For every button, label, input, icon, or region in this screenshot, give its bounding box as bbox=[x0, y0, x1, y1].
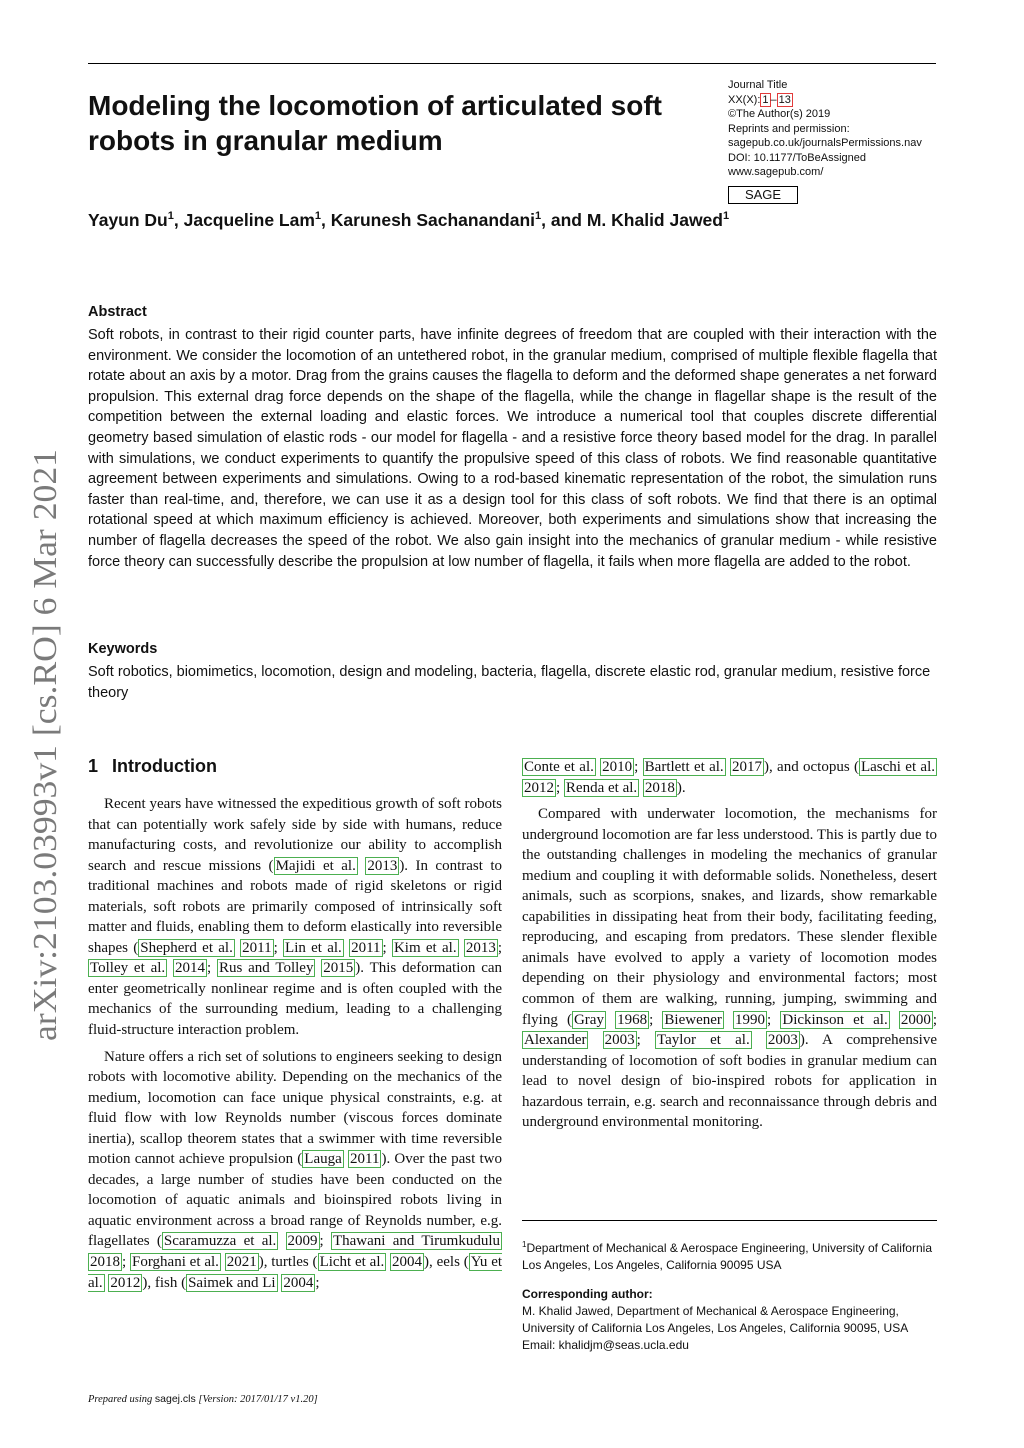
body-text: Nature offers a rich set of solutions to engineers seeking to design robots with locomotive ability. Depending on the mechanics of the medium, locomotion can face unique physical constraints, e.g. at fluid flow with low Reynolds number (viscous forces dominate inertia), scallop theorem states that a swimmer with time reversible motion cannot achieve propulsion ( bbox=[88, 1048, 502, 1168]
affiliation-note: $^1$Department of Mechanical & Aerospace Engineering, University of California Los Angeles, Los Angeles, California 90095 USA bbox=[522, 1240, 932, 1272]
website: www.sagepub.com/ bbox=[728, 166, 824, 178]
citation-link[interactable]: 2000 bbox=[900, 1011, 931, 1028]
body-text bbox=[890, 1012, 899, 1028]
citation-link[interactable]: Bartlett et al. bbox=[644, 759, 724, 775]
body-column-left bbox=[88, 794, 502, 1293]
keywords-text: Soft robotics, biomimetics, locomotion, design and modeling, bacteria, flagella, discrete elastic rod, granular medium, resistive force theory bbox=[88, 664, 931, 701]
body-text: ; bbox=[767, 1011, 781, 1028]
body-text: ; bbox=[319, 1233, 331, 1250]
author-name: Yayun Du bbox=[88, 210, 168, 230]
section-title: Introduction bbox=[112, 756, 217, 776]
citation-link[interactable]: Kim et al. bbox=[393, 939, 457, 956]
citation-link[interactable]: Majidi et al. bbox=[275, 857, 356, 874]
journal-info bbox=[728, 78, 938, 204]
body-paragraph bbox=[88, 794, 502, 1041]
citation-link[interactable]: Dickinson et al. bbox=[782, 1011, 888, 1028]
paper-title: Modeling the locomotion of articulated soft robots in granular medium bbox=[88, 90, 662, 156]
citation-link[interactable]: 2004 bbox=[392, 1254, 423, 1271]
body-text: ), turtles ( bbox=[258, 1254, 318, 1271]
citation-link[interactable]: Forghani et al. bbox=[131, 1254, 219, 1271]
body-text: ), eels ( bbox=[424, 1254, 469, 1271]
body-text: ; bbox=[497, 939, 503, 956]
arxiv-stamp-text: arXiv:2103.03993v1 [cs.RO] 6 Mar 2021 bbox=[27, 476, 64, 1041]
citation-link[interactable]: Biewener bbox=[664, 1011, 722, 1028]
citation-link[interactable]: 1968 bbox=[617, 1011, 648, 1028]
citation-link[interactable]: Thawani and Tirumkudulu bbox=[332, 1233, 500, 1250]
body-text: ; bbox=[634, 759, 643, 775]
body-text: ; bbox=[636, 1032, 656, 1049]
citation-link[interactable]: Scaramuzza et al. bbox=[163, 1233, 277, 1250]
citation-link[interactable]: Licht et al. bbox=[319, 1254, 385, 1271]
body-text: ). This deformation can enter geometrically nonlinear regime and is often coupled with the mechanics of the surrounding medium, leading to a challenging fluid-structure interaction problem. bbox=[88, 960, 503, 1039]
citation-link[interactable]: 2011 bbox=[242, 939, 272, 956]
body-text bbox=[588, 1032, 602, 1048]
author-name: Jacqueline Lam bbox=[183, 210, 315, 230]
body-text bbox=[724, 1012, 733, 1028]
arxiv-stamp bbox=[10, 445, 70, 1045]
body-text: ; bbox=[649, 1011, 663, 1028]
body-column-right bbox=[522, 757, 937, 1133]
citation-link[interactable]: 2021 bbox=[226, 1254, 257, 1271]
body-text: Recent years have witnessed the expeditious growth of soft robots that can potentially work safely side by side with humans, reduce manufacturing costs, and revolutionize our ability to accomplish search and rescue missions ( bbox=[88, 796, 502, 874]
citation-link[interactable]: 2013 bbox=[367, 857, 398, 874]
author-affiliation-mark: 1 bbox=[535, 210, 542, 223]
body-paragraph bbox=[88, 1047, 502, 1294]
citation-link[interactable]: 2014 bbox=[174, 960, 205, 977]
citation-link[interactable]: Renda et al. bbox=[565, 779, 638, 796]
body-text: ; bbox=[206, 960, 217, 977]
author-separator: , bbox=[321, 210, 331, 230]
citation-link[interactable]: 2009 bbox=[287, 1233, 318, 1250]
citation-link[interactable]: 2011 bbox=[351, 939, 381, 956]
citation-link[interactable]: 2003 bbox=[767, 1032, 798, 1049]
citation-link[interactable]: Yu et al. bbox=[88, 1254, 503, 1291]
citation-link[interactable]: 2018 bbox=[644, 779, 675, 796]
arxiv-stamp-svg bbox=[10, 445, 70, 1045]
sage-logo: SAGE bbox=[728, 186, 798, 204]
citation-link[interactable]: 2012 bbox=[524, 779, 554, 796]
citation-link[interactable]: Lauga bbox=[304, 1151, 342, 1168]
citation-link[interactable]: 2015 bbox=[323, 960, 354, 977]
body-text bbox=[606, 1012, 615, 1028]
author-affiliation-mark: 1 bbox=[167, 210, 174, 223]
body-text: ; bbox=[273, 939, 284, 956]
body-paragraph bbox=[522, 757, 937, 798]
body-text: ). In contrast to traditional machines and robots made of rigid skeletons or rigid materials, soft robots are primarily composed of intrinsically soft matter and fluids, enabling them to deform elastically into reversible shapes ( bbox=[88, 857, 503, 956]
section-heading-introduction bbox=[88, 756, 217, 777]
body-text: ). Over the past two decades, a large number of studies have been conducted on the locomotion of aquatic animals and bioinspired robots living in aquatic environment across a broad range of Reynolds number, e.g. flagellates ( bbox=[88, 1151, 503, 1250]
citation-link[interactable]: Laschi et al. bbox=[860, 759, 935, 775]
author-name: Karunesh Sachanandani bbox=[330, 210, 536, 230]
body-text bbox=[278, 1233, 285, 1249]
citation-link[interactable]: Taylor et al. bbox=[657, 1032, 750, 1049]
author-separator: , and bbox=[541, 210, 587, 230]
keywords-heading: Keywords bbox=[88, 641, 158, 657]
citation-link[interactable]: 2018 bbox=[90, 1254, 120, 1271]
body-text: ), fish ( bbox=[142, 1274, 187, 1291]
citation-link[interactable]: 2017 bbox=[731, 759, 762, 775]
body-text: ; bbox=[382, 939, 392, 956]
citation-link[interactable]: 2004 bbox=[283, 1274, 314, 1291]
body-text: ). bbox=[676, 779, 686, 796]
copyright: ©The Author(s) 2019 bbox=[728, 108, 831, 120]
author-affiliation-mark: 1 bbox=[722, 210, 730, 223]
prepared-using-footer: Prepared using sagej.cls [Version: 2017/01/17 v1.20] bbox=[88, 1393, 318, 1405]
journal-volume: XX(X): 1 – 13 bbox=[728, 93, 791, 106]
body-text: ), and octopus ( bbox=[763, 759, 859, 775]
body-text: Compared with underwater locomotion, the mechanisms for underground locomotion are far less understood. This is partly due to the outstanding challenges in modeling the mechanics of granular medium and coupling it with deformable solids. Nonetheless, desert animals, such as scorpions, snakes, and lizards, show remarkable capabilities in dissipating heat from their body, facilitating feeding, reproducing, and escaping from predators. These slender flexible animals have evolved to apply a variety of locomotion modes depending on their physiology and environmental factors; most common of them are walking, running, jumping, swimming and flying ( bbox=[522, 806, 937, 1028]
body-text: ; bbox=[556, 779, 564, 796]
citation-link[interactable]: Shepherd et al. bbox=[140, 939, 233, 956]
reprints-label: Reprints and permission: bbox=[728, 122, 850, 135]
citation-link[interactable]: Tolley et al. bbox=[90, 960, 166, 977]
abstract-heading: Abstract bbox=[88, 304, 147, 320]
citation-link[interactable]: Conte et al. bbox=[524, 759, 594, 775]
citation-link[interactable]: Gray bbox=[573, 1011, 604, 1028]
top-rule bbox=[88, 63, 936, 64]
author-name: M. Khalid Jawed bbox=[586, 210, 723, 230]
citation-link[interactable]: Alexander bbox=[524, 1032, 587, 1049]
doi: DOI: 10.1177/ToBeAssigned bbox=[728, 151, 866, 164]
abstract-text: Soft robots, in contrast to their rigid counter parts, have infinite degrees of freedom that are coupled with their interaction with the environment. We consider the locomotion of an untethered robot, in the granular medium, comprised of multiple flexible flagella that rotate about an axis by a motor. Drag from the grains causes the flagella to deform and the deformed shape generates a net forward propulsion. This external drag force depends on the shape of the flagella, while the change in flagellar shape is the result of the competition between the external loading and elastic forces. We introduce a numerical tool that couples discrete differential geometry based simulation of elastic rods - our model for flagella - and a resistive force theory based model for the drag. In parallel with simulations, we conduct experiments to quantify the propulsive speed of this class of robots. We find reasonable quantitative agreement between experiments and simulations. Owing to a rod-based kinematic representation of the robot, the simulation runs faster than real-time, and, therefore, we can use it as a design tool for this class of soft robots. We find that there is an optimal rotational speed at which maximum efficiency is achieved. Moreover, both experiments and simulations show that increasing the number of flagella decreases the speed of the robot. We also gain insight into the mechanics of granular medium - while resistive force theory can successfully describe the propulsion at low number of flagella, it fails when more flagella are added to the robot. bbox=[88, 327, 937, 570]
footnote-rule bbox=[522, 1220, 937, 1221]
body-text: ). A comprehensive understanding of locomotion of soft bodies in granular medium can lead to novel design of bio-inspired robots for application in hazardous terrain, e.g. search and reconnaissance through debris and underground environmental monitoring. bbox=[522, 1032, 937, 1131]
citation-link[interactable]: 1990 bbox=[735, 1011, 766, 1028]
citation-link[interactable]: 2003 bbox=[604, 1032, 635, 1049]
author-separator: , bbox=[173, 210, 184, 230]
email: Email: khalidjm@seas.ucla.edu bbox=[522, 1338, 689, 1352]
body-paragraph bbox=[522, 804, 937, 1133]
page-start-link[interactable]: 1 bbox=[762, 93, 769, 106]
body-text: ; bbox=[122, 1254, 130, 1271]
body-text bbox=[752, 1032, 766, 1048]
citation-link[interactable]: Lin et al. bbox=[285, 939, 342, 956]
body-text: ; bbox=[932, 1011, 938, 1028]
body-text: ; bbox=[315, 1274, 320, 1291]
citation-link[interactable]: 2010 bbox=[602, 759, 633, 775]
citation-link[interactable]: 2011 bbox=[350, 1151, 380, 1168]
author-affiliation-mark: 1 bbox=[314, 210, 322, 223]
citation-link[interactable]: 2013 bbox=[465, 939, 496, 956]
citation-link[interactable]: Rus and Tolley bbox=[218, 960, 314, 977]
corresponding-author: M. Khalid Jawed, Department of Mechanical & Aerospace Engineering, University of California Los Angeles, Los Angeles, California 90095, USA bbox=[522, 1304, 909, 1335]
footnotes bbox=[522, 1236, 937, 1354]
citation-link[interactable]: Saimek and Li bbox=[188, 1274, 276, 1291]
author-list bbox=[88, 210, 938, 231]
corresponding-label: Corresponding author: bbox=[522, 1287, 653, 1301]
permissions-url: sagepub.co.uk/journalsPermissions.nav bbox=[728, 137, 922, 149]
section-number: 1 bbox=[88, 756, 99, 776]
journal-title: Journal Title bbox=[728, 79, 788, 91]
citation-link[interactable]: 2012 bbox=[110, 1274, 141, 1291]
page-end-link[interactable]: 13 bbox=[778, 93, 791, 106]
